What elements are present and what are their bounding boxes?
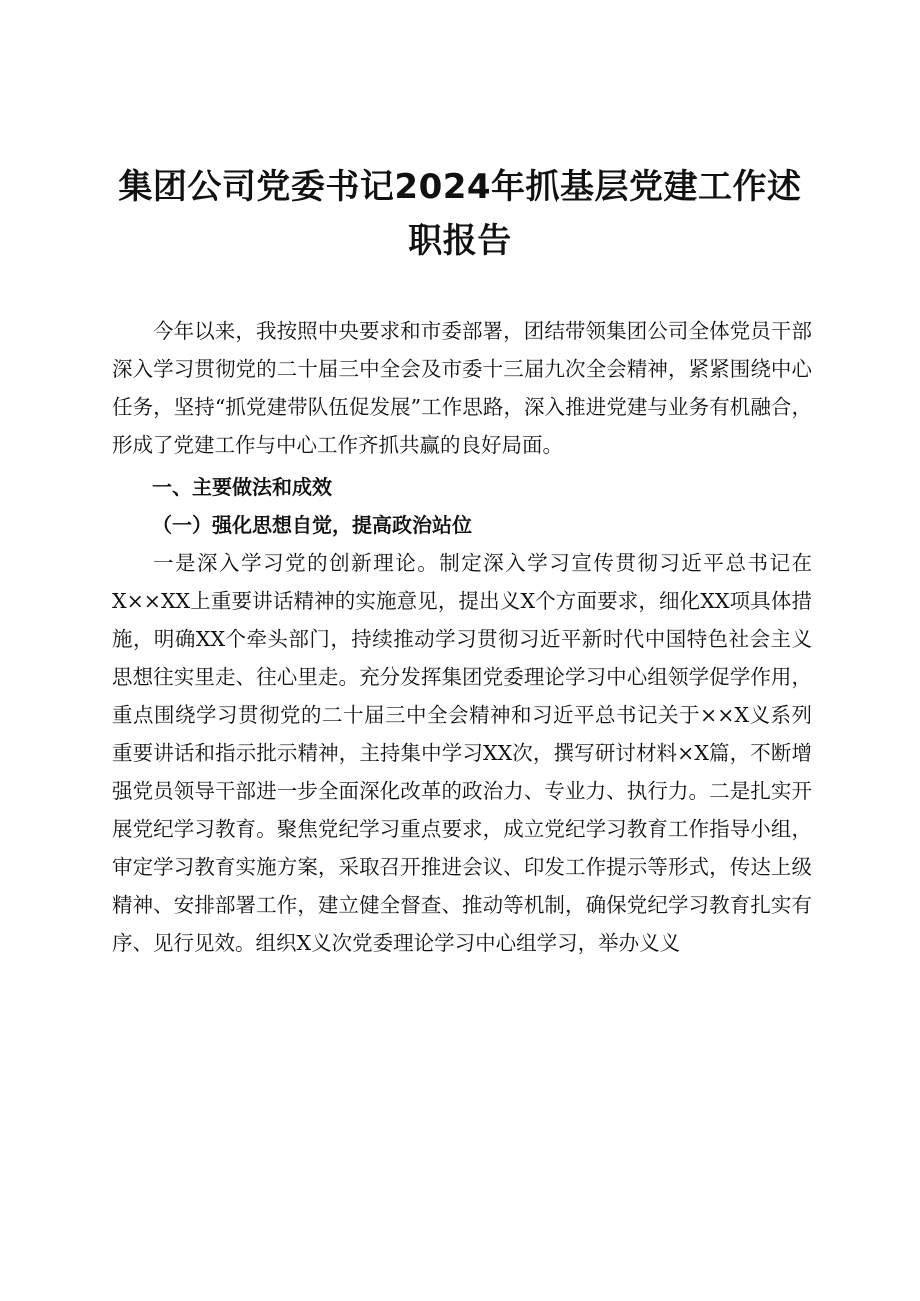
subsection-heading-1: （一）强化思想自觉，提高政治站位 xyxy=(152,513,472,537)
document-title xyxy=(0,160,920,268)
section-heading-1: 一、主要做法和成效 xyxy=(152,475,332,499)
intro-paragraph: 今年以来，我按照中央要求和市委部署，团结带领集团公司全体党员干部深入学习贯彻党的二十届三中全会及市委十三届九次全会精神，紧紧围绕中心任务，坚持“抓党建带队伍促发展”工作思路，深入推进党建与业务有机融合，形成了党建工作与中心工作齐抓共赢的良好局面。 xyxy=(112,319,812,457)
document-body xyxy=(112,312,812,962)
title-line-1: 集团公司党委书记2024年抓基层党建工作述 xyxy=(118,167,802,207)
body-paragraph-1: 一是深入学习党的创新理论。制定深入学习宣传贯彻习近平总书记在X××XX上重要讲话精神的实施意见，提出义X个方面要求，细化XX项具体措施，明确XX个牵头部门，持续推动学习贯彻习近平新时代中国特色社会主义思想往实里走、往心里走。充分发挥集团党委理论学习中心组领学促学作用，重点围绕学习贯彻党的二十届三中全会精神和习近平总书记关于××X义系列重要讲话和指示批示精神，主持集中学习XX次，撰写研讨材料×X篇，不断增强党员领导干部进一步全面深化改革的政治力、专业力、执行力。二是扎实开展党纪学习教育。聚焦党纪学习重点要求，成立党纪学习教育工作指导小组，审定学习教育实施方案，采取召开推进会议、印发工作提示等形式，传达上级精神、安排部署工作，建立健全督查、推动等机制，确保党纪学习教育扎实有序、见行见效。组织X义次党委理论学习中心组学习，举办义义 xyxy=(112,551,812,955)
title-line-2: 职报告 xyxy=(408,221,512,261)
